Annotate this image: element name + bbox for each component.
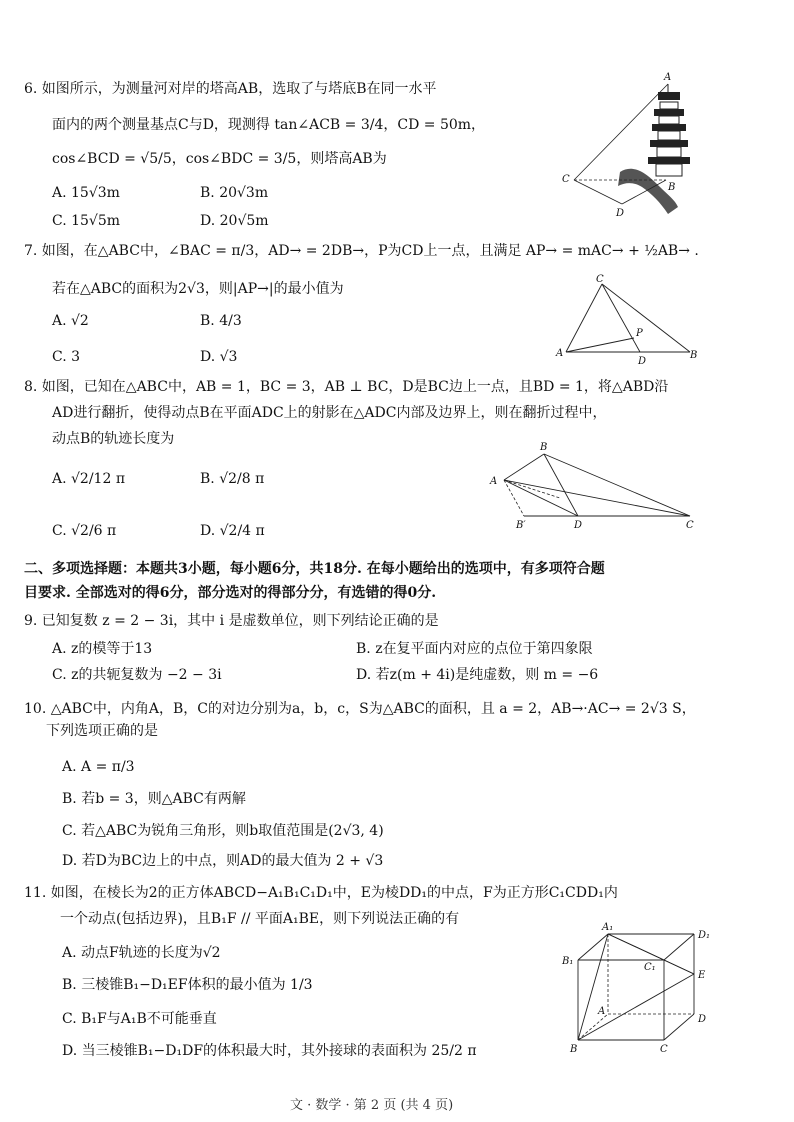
q8-stem-line1: 8. 如图，已知在△ABC中，AB = 1，BC = 3，AB ⊥ BC，D是BC边上一点，且BD = 1，将△ABD沿: [24, 379, 669, 395]
q11-stem-line1: 11. 如图，在棱长为2的正方体ABCD−A₁B₁C₁D₁中，E为棱DD₁的中点，F为正方形C₁CDD₁内: [24, 885, 618, 901]
tower-shape: [648, 92, 690, 176]
q7-stem-line2: 若在△ABC的面积为2√3，则|AP→|的最小值为: [52, 281, 344, 297]
q7-label-c: C: [596, 274, 604, 285]
q11-label-c: C: [660, 1044, 668, 1055]
q6-tower-figure: [560, 72, 690, 222]
line-ca: [574, 84, 668, 180]
q6-option-a: A. 15√3m: [52, 185, 120, 201]
q9-option-c: C. z的共轭复数为 −2 − 3i: [52, 667, 222, 683]
q10-option-b: B. 若b = 3，则△ABC有两解: [62, 791, 246, 807]
q7-triangle-figure: [556, 274, 700, 367]
q11-label-d1: D₁: [698, 930, 711, 941]
q7-option-c: C. 3: [52, 349, 81, 365]
q6-label-c: C: [562, 174, 570, 185]
q7-label-a: A: [556, 348, 564, 359]
q9-stem: 9. 已知复数 z = 2 − 3i，其中 i 是虚数单位，则下列结论正确的是: [24, 613, 439, 629]
q11-option-a: A. 动点F轨迹的长度为√2: [62, 945, 221, 961]
q8-label-b-prime: B′: [516, 520, 526, 531]
q9-option-b: B. z在复平面内对应的点位于第四象限: [356, 641, 593, 657]
q10-stem-line1: 10. △ABC中，内角A，B，C的对边分别为a，b，c，S为△ABC的面积，且 a = 2，AB→·AC→ = 2√3 S，: [24, 701, 696, 717]
q8-stem-line3: 动点B的轨迹长度为: [52, 431, 175, 447]
q7-label-b: B: [690, 350, 698, 361]
q7-option-a: A. √2: [52, 313, 89, 329]
q10-option-c: C. 若△ABC为锐角三角形，则b取值范围是(2√3, 4): [62, 823, 384, 839]
q7-label-d: D: [638, 356, 647, 367]
q6-label-d: D: [616, 208, 625, 219]
q8-label-c: C: [686, 520, 694, 531]
q11-stem-line2: 一个动点(包括边界)，且B₁F // 平面A₁BE，则下列说法正确的有: [60, 911, 460, 927]
q11-label-d: D: [698, 1014, 707, 1025]
q11-cube-figure: [560, 922, 720, 1056]
q10-stem-line2: 下列选项正确的是: [46, 723, 158, 739]
q11-label-b: B: [570, 1044, 578, 1055]
q9-option-a: A. z的模等于13: [52, 641, 153, 657]
q11-label-a1: A₁: [602, 922, 614, 933]
page-footer: 文 · 数学 · 第 2 页 (共 4 页): [290, 1098, 454, 1113]
q11-option-d: D. 当三棱锥B₁−D₁DF的体积最大时，其外接球的表面积为 25/2 π: [62, 1043, 477, 1059]
q6-option-b: B. 20√3m: [200, 185, 269, 201]
q11-label-e: E: [698, 970, 706, 981]
q11-label-b1: B₁: [562, 956, 574, 967]
q6-label-b: B: [668, 182, 676, 193]
q8-option-a: A. √2/12 π: [52, 471, 126, 487]
q8-option-b: B. √2/8 π: [200, 471, 265, 487]
q6-stem-line3: cos∠BCD = √5/5，cos∠BDC = 3/5，则塔高AB为: [52, 151, 387, 167]
q6-option-d: D. 20√5m: [200, 213, 269, 229]
q7-option-d: D. √3: [200, 349, 238, 365]
q11-label-c1: C₁: [644, 962, 656, 973]
q8-label-a: A: [490, 476, 498, 487]
section2-heading-line1: 二、多项选择题：本题共3小题，每小题6分，共18分. 在每小题给出的选项中，有多项符合题: [24, 561, 605, 577]
q6-option-c: C. 15√5m: [52, 213, 121, 229]
q8-option-d: D. √2/4 π: [200, 523, 265, 539]
q6-stem-line1: 6. 如图所示，为测量河对岸的塔高AB，选取了与塔底B在同一水平: [24, 81, 437, 97]
q9-option-d: D. 若z(m + 4i)是纯虚数，则 m = −6: [356, 667, 599, 683]
line-cd: [574, 180, 622, 204]
q7-option-b: B. 4/3: [200, 313, 242, 329]
q6-stem-line2: 面内的两个测量基点C与D，现测得 tan∠ACB = 3/4，CD = 50m，: [52, 117, 486, 133]
q10-option-a: A. A = π/3: [62, 759, 135, 775]
q8-fold-figure: [490, 440, 700, 530]
q11-label-a: A: [598, 1006, 606, 1017]
q11-option-b: B. 三棱锥B₁−D₁EF体积的最小值为 1/3: [62, 977, 313, 993]
q8-label-d: D: [574, 520, 583, 531]
q6-label-a: A: [664, 72, 672, 83]
q8-stem-line2: AD进行翻折，使得动点B在平面ADC上的射影在△ADC内部及边界上，则在翻折过程中，: [52, 405, 607, 421]
q8-label-b: B: [540, 442, 548, 453]
q8-option-c: C. √2/6 π: [52, 523, 117, 539]
q10-option-d: D. 若D为BC边上的中点，则AD的最大值为 2 + √3: [62, 853, 384, 869]
section2-heading-line2: 目要求. 全部选对的得6分，部分选对的得部分分，有选错的得0分.: [24, 585, 437, 601]
q7-label-p: P: [636, 328, 643, 339]
q7-stem-line1: 7. 如图，在△ABC中，∠BAC = π/3，AD→ = 2DB→，P为CD上一点，且满足 AP→ = mAC→ + ½AB→ .: [24, 243, 699, 259]
q11-option-c: C. B₁F与A₁B不可能垂直: [62, 1011, 217, 1027]
